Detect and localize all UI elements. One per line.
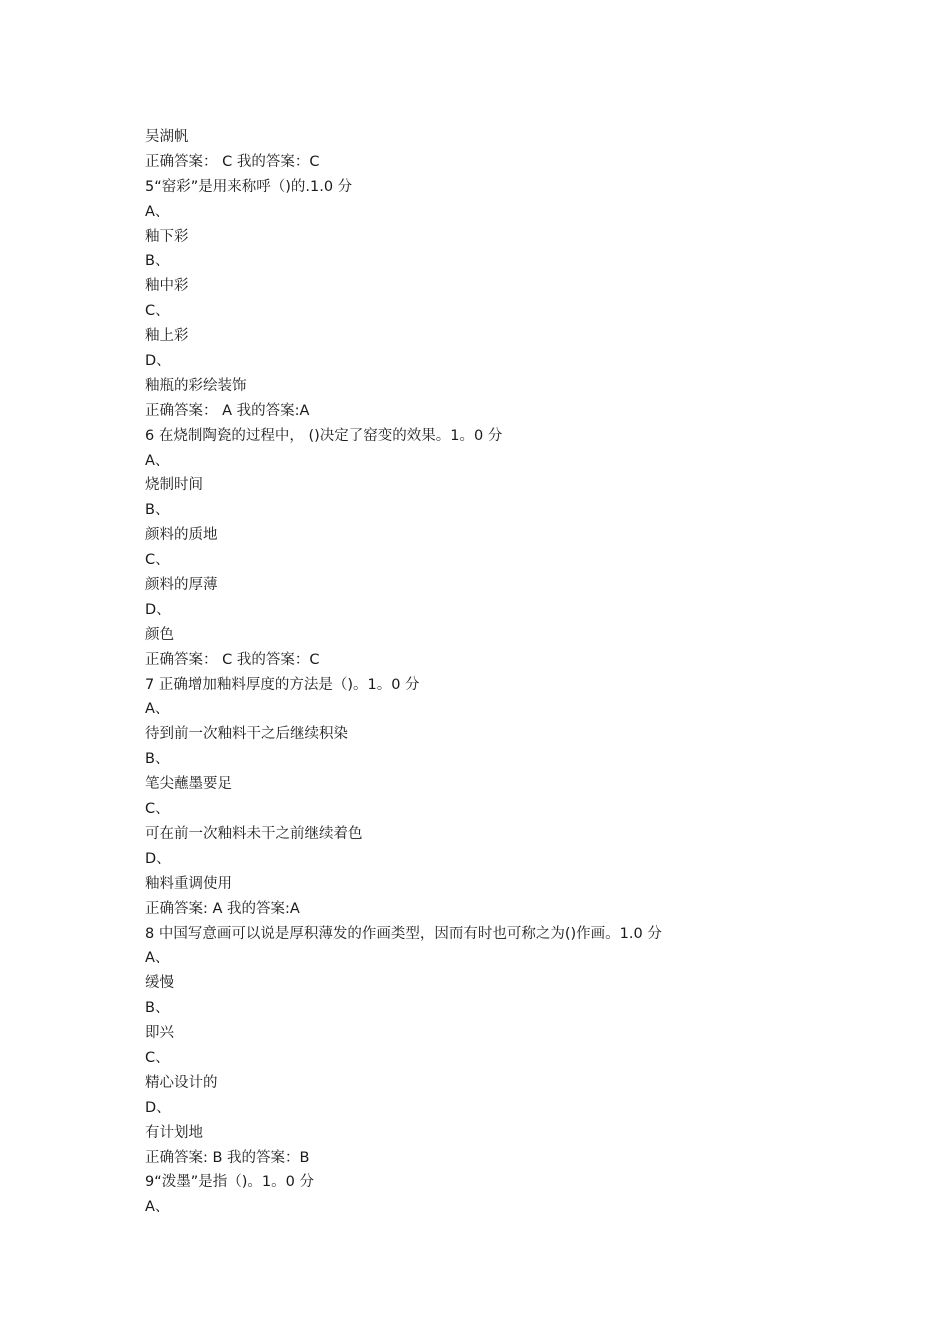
question-7: 7 正确增加釉料厚度的方法是（)。1。0 分 [145,676,420,693]
question-6: 6 在烧制陶瓷的过程中， ()决定了窑变的效果。1。0 分 [145,427,503,444]
option-text-c: 釉上彩 [145,328,189,345]
answer-line: 正确答案: A 我的答案:A [145,900,300,917]
option-label-b: B、 [145,253,170,270]
option-text-d: 颜色 [145,626,174,643]
option-label-b: B、 [145,751,170,768]
option-label-c: C、 [145,1049,170,1066]
option-text-b: 颜料的质地 [145,527,218,544]
option-text-a: 釉下彩 [145,228,189,245]
option-label-b: B、 [145,502,170,519]
option-label-d: D、 [145,1099,171,1116]
option-label-a: A、 [145,452,170,469]
answer-line: 正确答案： A 我的答案:A [145,402,310,419]
option-text-d: 釉料重调使用 [145,875,232,892]
text-line: 吴湖帆 [145,129,189,145]
option-label-b: B、 [145,1000,170,1017]
option-text-d: 有计划地 [145,1124,203,1141]
option-text-c: 精心设计的 [145,1074,218,1091]
option-text-d: 釉瓶的彩绘装饰 [145,377,247,394]
option-label-c: C、 [145,303,170,320]
question-9: 9“泼墨”是指（)。1。0 分 [145,1174,314,1191]
option-text-a: 烧制时间 [145,477,203,494]
answer-line: 正确答案: B 我的答案：B [145,1149,310,1166]
option-label-a: A、 [145,203,170,220]
option-label-a: A、 [145,950,170,967]
option-text-a: 缓慢 [145,975,174,992]
option-label-a: A、 [145,1199,170,1216]
document-content [145,125,905,1220]
option-text-b: 即兴 [145,1025,174,1042]
option-label-d: D、 [145,353,171,370]
answer-line: 正确答案： C 我的答案：C [145,651,320,668]
option-text-a: 待到前一次釉料干之后继续积染 [145,726,348,743]
option-text-b: 笔尖蘸墨要足 [145,776,232,793]
question-8: 8 中国写意画可以说是厚积薄发的作画类型，因而有时也可称之为()作画。1.0 分 [145,925,662,942]
question-5: 5“窑彩”是用来称呼（)的.1.0 分 [145,178,353,195]
option-text-b: 釉中彩 [145,278,189,295]
option-label-a: A、 [145,701,170,718]
option-label-d: D、 [145,850,171,867]
answer-line: 正确答案： C 我的答案：C [145,153,320,170]
option-text-c: 颜料的厚薄 [145,577,218,594]
option-label-d: D、 [145,601,171,618]
option-text-c: 可在前一次釉料未干之前继续着色 [145,825,363,842]
option-label-c: C、 [145,552,170,569]
option-label-c: C、 [145,801,170,818]
